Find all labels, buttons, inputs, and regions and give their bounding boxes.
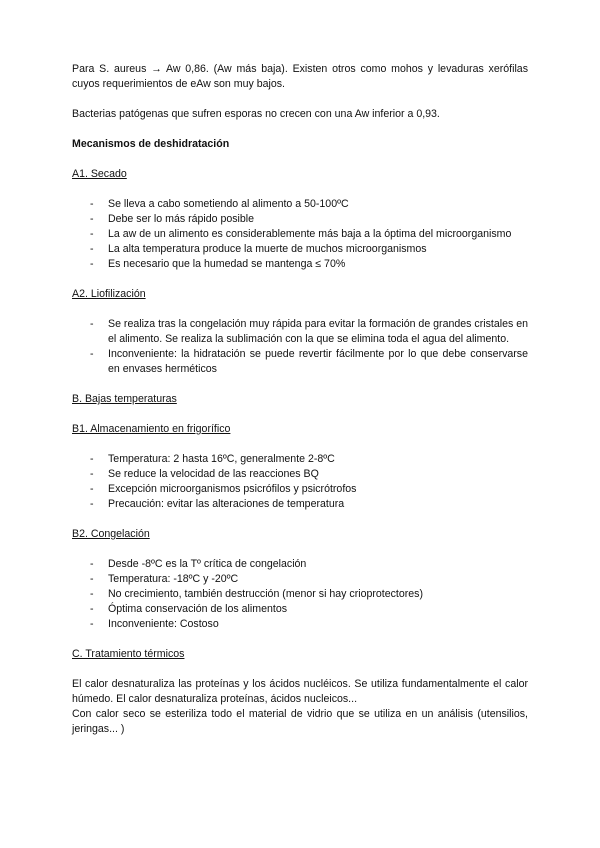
- list-item: - Es necesario que la humedad se mantenga ≤ 70%: [72, 257, 528, 272]
- list-item: - Se realiza tras la congelación muy rápida para evitar la formación de grandes cristales en el alimento. Se realiza la sublimación con la que se elimina toda el agua del alimento.: [72, 317, 528, 347]
- list-item: - La aw de un alimento es considerablemente más baja a la óptima del microorganismo: [72, 227, 528, 242]
- frigorifico-list: [72, 452, 528, 512]
- intro-paragraph-2: Bacterias patógenas que sufren esporas no crecen con una Aw inferior a 0,93.: [72, 108, 440, 120]
- list-item: - La alta temperatura produce la muerte de muchos microorganismos: [72, 242, 528, 257]
- document-page: [72, 62, 528, 737]
- intro-paragraph-1: Para S. aureus → Aw 0,86. (Aw más baja). Existen otros como mohos y levaduras xerófilas cuyos requerimientos de eAw son muy bajos.: [72, 63, 528, 90]
- secado-list: [72, 197, 528, 272]
- liofilizacion-list: [72, 317, 528, 377]
- termicos-paragraph-1: El calor desnaturaliza las proteínas y los ácidos nucléicos. Se utiliza fundamentalmente el calor húmedo. El calor desnaturaliza proteínas, ácidos nucleicos...: [72, 678, 528, 705]
- congelacion-heading: B2. Congelación: [72, 528, 150, 540]
- list-item: - Precaución: evitar las alteraciones de temperatura: [72, 497, 528, 512]
- congelacion-list: [72, 557, 528, 632]
- liofilizacion-heading: A2. Liofilización: [72, 288, 146, 300]
- list-item: - Excepción microorganismos psicrófilos y psicrótrofos: [72, 482, 528, 497]
- list-item: - No crecimiento, también destrucción (menor si hay crioprotectores): [72, 587, 528, 602]
- list-item: - Se reduce la velocidad de las reacciones BQ: [72, 467, 528, 482]
- list-item: - Inconveniente: la hidratación se puede revertir fácilmente por lo que debe conservarse en envases herméticos: [72, 347, 528, 377]
- mechanisms-heading: Mecanismos de deshidratación: [72, 138, 230, 150]
- list-item: - Inconveniente: Costoso: [72, 617, 528, 632]
- list-item: - Desde -8ºC es la Tº crítica de congelación: [72, 557, 528, 572]
- frigorifico-heading: B1. Almacenamiento en frigorífico: [72, 423, 231, 435]
- termicos-paragraph-2: Con calor seco se esteriliza todo el material de vidrio que se utiliza en un análisis (utensilios, jeringas... ): [72, 708, 528, 735]
- list-item: - Temperatura: -18ºC y -20ºC: [72, 572, 528, 587]
- list-item: - Óptima conservación de los alimentos: [72, 602, 528, 617]
- termicos-heading: C. Tratamiento térmicos: [72, 648, 185, 660]
- list-item: - Se lleva a cabo sometiendo al alimento a 50-100ºC: [72, 197, 528, 212]
- list-item: - Temperatura: 2 hasta 16ºC, generalmente 2-8ºC: [72, 452, 528, 467]
- bajas-temperaturas-heading: B. Bajas temperaturas: [72, 393, 177, 405]
- secado-heading: A1. Secado: [72, 168, 127, 180]
- list-item: - Debe ser lo más rápido posible: [72, 212, 528, 227]
